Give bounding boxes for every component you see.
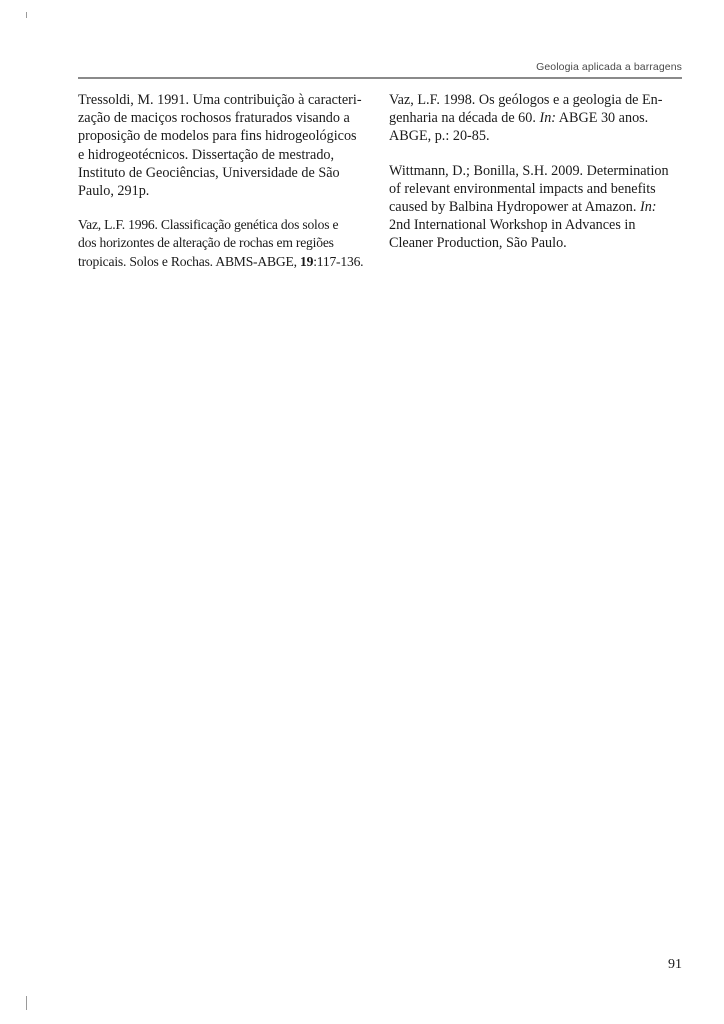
right-column	[389, 91, 682, 269]
reference-wittmann-2009	[389, 162, 682, 253]
reference-line	[389, 198, 682, 216]
reference-line: 2nd International Workshop in Advances in	[389, 217, 636, 234]
volume-number: 19	[299, 253, 314, 269]
reference-text: ABGE 30 anos.	[556, 110, 649, 127]
reference-line: Cleaner Production, São Paulo.	[389, 235, 567, 252]
reference-line	[389, 109, 682, 127]
reference-vaz-1998	[389, 91, 682, 146]
reference-tressoldi-1991	[78, 91, 373, 200]
reference-line	[78, 253, 373, 271]
left-column	[78, 91, 373, 287]
crop-mark-top	[26, 12, 27, 18]
reference-line: e hidrogeotécnicos. Dissertação de mestrado,	[78, 146, 335, 163]
in-label: In:	[539, 110, 557, 127]
reference-line: Vaz, L.F. 1996. Classificação genética dos solos e	[78, 217, 339, 233]
reference-line: ABGE, p.: 20-85.	[389, 128, 490, 145]
reference-line: dos horizontes de alteração de rochas em regiões	[78, 235, 334, 251]
reference-line: Tressoldi, M. 1991. Uma contribuição à caracteri-	[78, 92, 362, 108]
reference-line: Wittmann, D.; Bonilla, S.H. 2009. Determination	[389, 162, 669, 179]
reference-text: tropicais. Solos e Rochas. ABMS-ABGE,	[78, 253, 300, 269]
reference-line: proposição de modelos para fins hidrogeológicos	[78, 128, 357, 145]
reference-vaz-1996	[78, 216, 373, 271]
reference-line: of relevant environmental impacts and benefits	[389, 180, 656, 197]
reference-line: Paulo, 291p.	[78, 183, 150, 200]
page-number: 91	[668, 957, 682, 972]
reference-pages: :117-136.	[313, 253, 364, 269]
crop-mark-bottom	[26, 996, 27, 1010]
running-title: Geologia aplicada a barragens	[536, 61, 682, 73]
header-rule	[78, 77, 682, 79]
in-label: In:	[639, 199, 657, 216]
reference-text: caused by Balbina Hydropower at Amazon.	[389, 199, 640, 216]
reference-line: zação de maciços rochosos fraturados visando a	[78, 110, 350, 127]
reference-line: Vaz, L.F. 1998. Os geólogos e a geologia de En-	[389, 92, 663, 108]
reference-line: Instituto de Geociências, Universidade de São	[78, 164, 340, 181]
reference-text: genharia na década de 60.	[389, 110, 540, 127]
